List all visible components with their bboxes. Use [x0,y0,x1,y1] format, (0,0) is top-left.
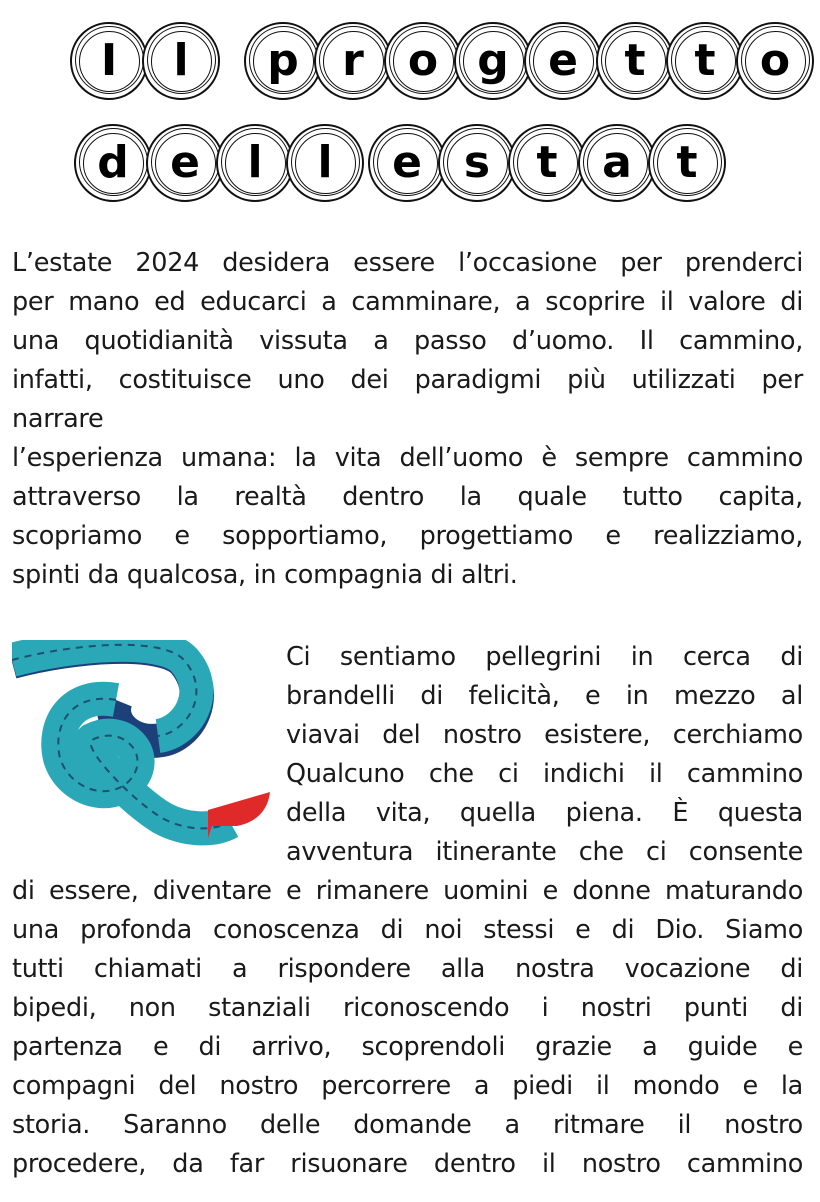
title-letter-bubble: a [578,124,656,202]
text-line: spinti da qualcosa, in compagnia di altri. [12,560,518,590]
title-letter-bubble: d [74,124,152,202]
title-letter-bubble: l [142,22,220,100]
winding-road-icon [12,640,274,850]
title-letter-bubble: r [314,22,392,100]
title-letter-bubble: p [244,22,322,100]
text-line: avventura itinerante che ci consente [286,837,803,867]
title-letter-bubble: o [384,22,462,100]
title-letter-bubble: e [146,124,224,202]
text-line: scopriamo e sopportiamo, progettiamo e realizziamo, [12,521,803,551]
title-letter-bubble: s [438,124,516,202]
pilgrim-paragraph [286,638,803,872]
title-line-2 [0,124,820,208]
text-line: compagni del nostro percorrere a piedi il mondo e la [12,1071,803,1101]
text-line: tutti chiamati a rispondere alla nostra vocazione di [12,954,803,984]
text-line: partenza e di arrivo, scoprendoli grazie a guide e [12,1032,803,1062]
text-line: una profonda conoscenza di noi stessi e di Dio. Siamo [12,915,803,945]
text-line: per mano ed educarci a camminare, a scoprire il valore di [12,287,803,317]
text-line: attraverso la realtà dentro la quale tutto capita, [12,482,803,512]
title-letter-bubble: t [648,124,726,202]
text-line: Ci sentiamo pellegrini in cerca di [286,642,803,672]
title-letter-bubble: o [736,22,814,100]
text-line: narrare [12,404,104,434]
text-line: procedere, da far risuonare dentro il nostro cammino [12,1149,803,1179]
title-letter-bubble: e [368,124,446,202]
text-line: di essere, diventare e rimanere uomini e donne maturando [12,876,803,906]
title-letter-bubble: t [666,22,744,100]
text-line: storia. Saranno delle domande a ritmare il nostro [12,1110,803,1140]
title-letter-bubble: t [596,22,674,100]
text-line: L’estate 2024 desidera essere l’occasione per prenderci [12,248,803,278]
intro-paragraph [12,244,803,595]
text-line: viavai del nostro esistere, cerchiamo [286,720,803,750]
text-line: Qualcuno che ci indichi il cammino [286,759,803,789]
text-line: una quotidianità vissuta a passo d’uomo. Il cammino, [12,326,803,356]
text-line: della vita, quella piena. È questa [286,798,803,828]
title-letter-bubble: I [70,22,148,100]
title-letter-bubble: e [524,22,602,100]
text-line: infatti, costituisce uno dei paradigmi più utilizzati per [12,365,803,395]
text-line: brandelli di felicità, e in mezzo al [286,681,803,711]
title-line-1 [0,22,820,106]
title-letter-bubble: g [454,22,532,100]
title-letter-bubble: l [286,124,364,202]
text-line: bipedi, non stanziali riconoscendo i nostri punti di [12,993,803,1023]
text-line: l’esperienza umana: la vita dell’uomo è sempre cammino [12,443,803,473]
title-letter-bubble: l [216,124,294,202]
title-letter-bubble: t [508,124,586,202]
vocation-paragraph [12,872,803,1184]
